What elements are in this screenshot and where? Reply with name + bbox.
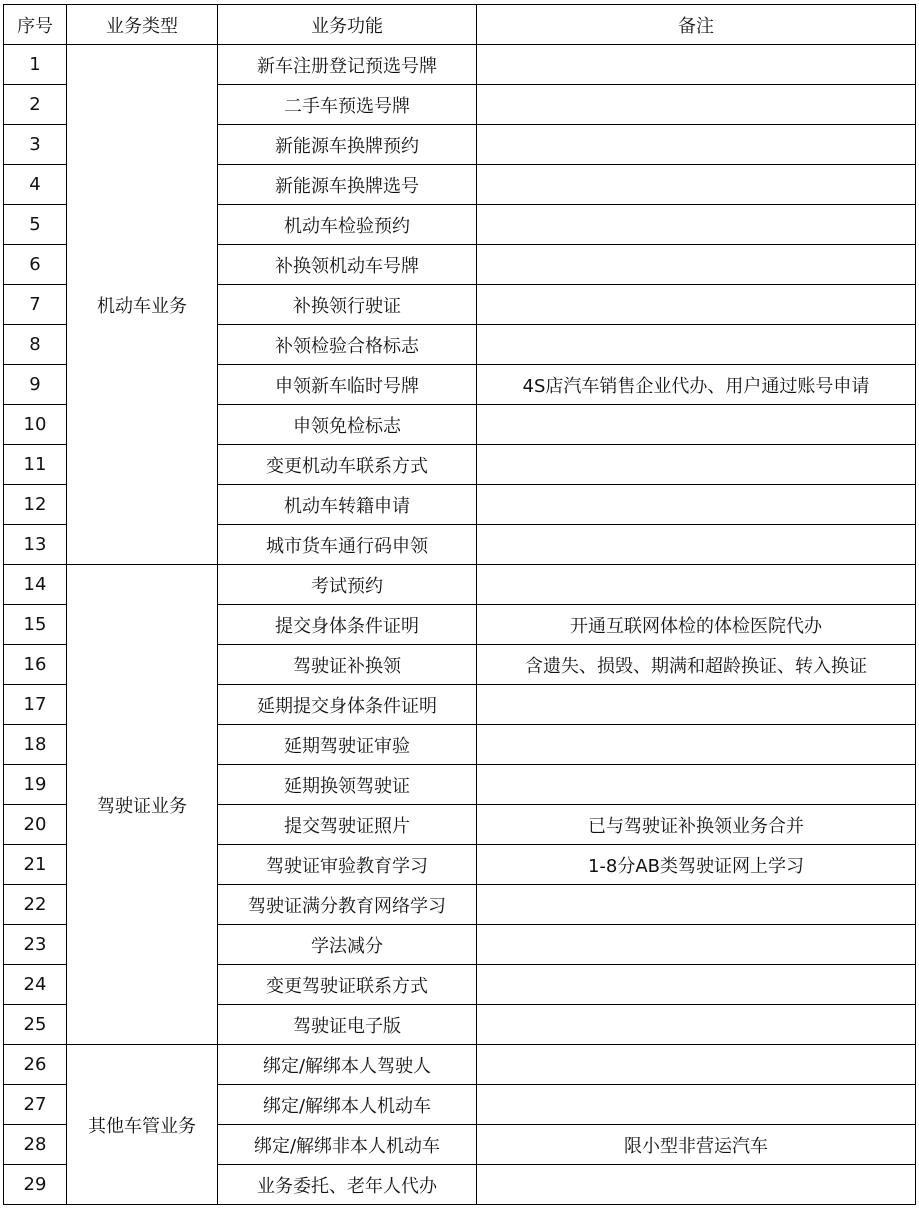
business-function-cell: 提交身体条件证明 [218,605,477,645]
row-number: 15 [4,605,67,645]
note-cell [477,765,916,805]
row-number: 1 [4,45,67,85]
business-function-cell: 提交驾驶证照片 [218,805,477,845]
header-note: 备注 [477,5,916,45]
note-cell [477,885,916,925]
row-number: 2 [4,85,67,125]
row-number: 10 [4,405,67,445]
note-cell [477,285,916,325]
note-cell: 4S店汽车销售企业代办、用户通过账号申请 [477,365,916,405]
header-row [4,5,916,45]
row-number: 4 [4,165,67,205]
note-cell [477,325,916,365]
note-cell [477,525,916,565]
note-cell [477,245,916,285]
note-cell [477,165,916,205]
note-cell: 已与驾驶证补换领业务合并 [477,805,916,845]
table-body [4,45,916,1205]
note-cell [477,685,916,725]
row-number: 7 [4,285,67,325]
business-function-cell: 业务委托、老年人代办 [218,1165,477,1205]
row-number: 25 [4,1005,67,1045]
header-type: 业务类型 [67,5,218,45]
row-number: 6 [4,245,67,285]
business-function-cell: 绑定/解绑本人机动车 [218,1085,477,1125]
table-row [4,565,916,605]
row-number: 27 [4,1085,67,1125]
row-number: 19 [4,765,67,805]
note-cell [477,1085,916,1125]
business-type-cell: 其他车管业务 [67,1045,218,1205]
business-function-cell: 学法减分 [218,925,477,965]
business-type-cell: 机动车业务 [67,45,218,565]
row-number: 20 [4,805,67,845]
row-number: 24 [4,965,67,1005]
business-function-cell: 绑定/解绑非本人机动车 [218,1125,477,1165]
business-function-cell: 补换领机动车号牌 [218,245,477,285]
note-cell: 1-8分AB类驾驶证网上学习 [477,845,916,885]
row-number: 17 [4,685,67,725]
business-function-cell: 机动车转籍申请 [218,485,477,525]
row-number: 14 [4,565,67,605]
note-cell [477,565,916,605]
note-cell [477,925,916,965]
business-function-cell: 申领免检标志 [218,405,477,445]
note-cell [477,205,916,245]
header-function: 业务功能 [218,5,477,45]
note-cell [477,445,916,485]
row-number: 9 [4,365,67,405]
business-function-cell: 新能源车换牌选号 [218,165,477,205]
note-cell [477,485,916,525]
row-number: 28 [4,1125,67,1165]
business-function-cell: 延期驾驶证审验 [218,725,477,765]
business-function-cell: 城市货车通行码申领 [218,525,477,565]
business-function-cell: 考试预约 [218,565,477,605]
business-function-cell: 补换领行驶证 [218,285,477,325]
row-number: 21 [4,845,67,885]
row-number: 3 [4,125,67,165]
row-number: 18 [4,725,67,765]
row-number: 16 [4,645,67,685]
row-number: 26 [4,1045,67,1085]
note-cell [477,1005,916,1045]
business-function-cell: 二手车预选号牌 [218,85,477,125]
row-number: 12 [4,485,67,525]
table-row [4,45,916,85]
business-function-cell: 延期提交身体条件证明 [218,685,477,725]
note-cell [477,1045,916,1085]
business-function-cell: 变更机动车联系方式 [218,445,477,485]
business-function-cell: 申领新车临时号牌 [218,365,477,405]
note-cell [477,125,916,165]
business-function-cell: 变更驾驶证联系方式 [218,965,477,1005]
note-cell: 开通互联网体检的体检医院代办 [477,605,916,645]
business-table [3,4,916,1205]
business-function-cell: 新车注册登记预选号牌 [218,45,477,85]
business-function-cell: 驾驶证补换领 [218,645,477,685]
business-function-cell: 机动车检验预约 [218,205,477,245]
business-function-cell: 补领检验合格标志 [218,325,477,365]
header-no: 序号 [4,5,67,45]
note-cell [477,1165,916,1205]
note-cell [477,405,916,445]
note-cell [477,85,916,125]
business-function-cell: 绑定/解绑本人驾驶人 [218,1045,477,1085]
row-number: 29 [4,1165,67,1205]
note-cell: 含遗失、损毁、期满和超龄换证、转入换证 [477,645,916,685]
business-function-cell: 新能源车换牌预约 [218,125,477,165]
business-function-cell: 驾驶证满分教育网络学习 [218,885,477,925]
note-cell [477,725,916,765]
row-number: 8 [4,325,67,365]
business-function-cell: 延期换领驾驶证 [218,765,477,805]
business-type-cell: 驾驶证业务 [67,565,218,1045]
row-number: 23 [4,925,67,965]
row-number: 11 [4,445,67,485]
row-number: 5 [4,205,67,245]
note-cell [477,965,916,1005]
note-cell: 限小型非营运汽车 [477,1125,916,1165]
business-function-cell: 驾驶证审验教育学习 [218,845,477,885]
row-number: 13 [4,525,67,565]
note-cell [477,45,916,85]
table-row [4,1045,916,1085]
row-number: 22 [4,885,67,925]
business-function-cell: 驾驶证电子版 [218,1005,477,1045]
